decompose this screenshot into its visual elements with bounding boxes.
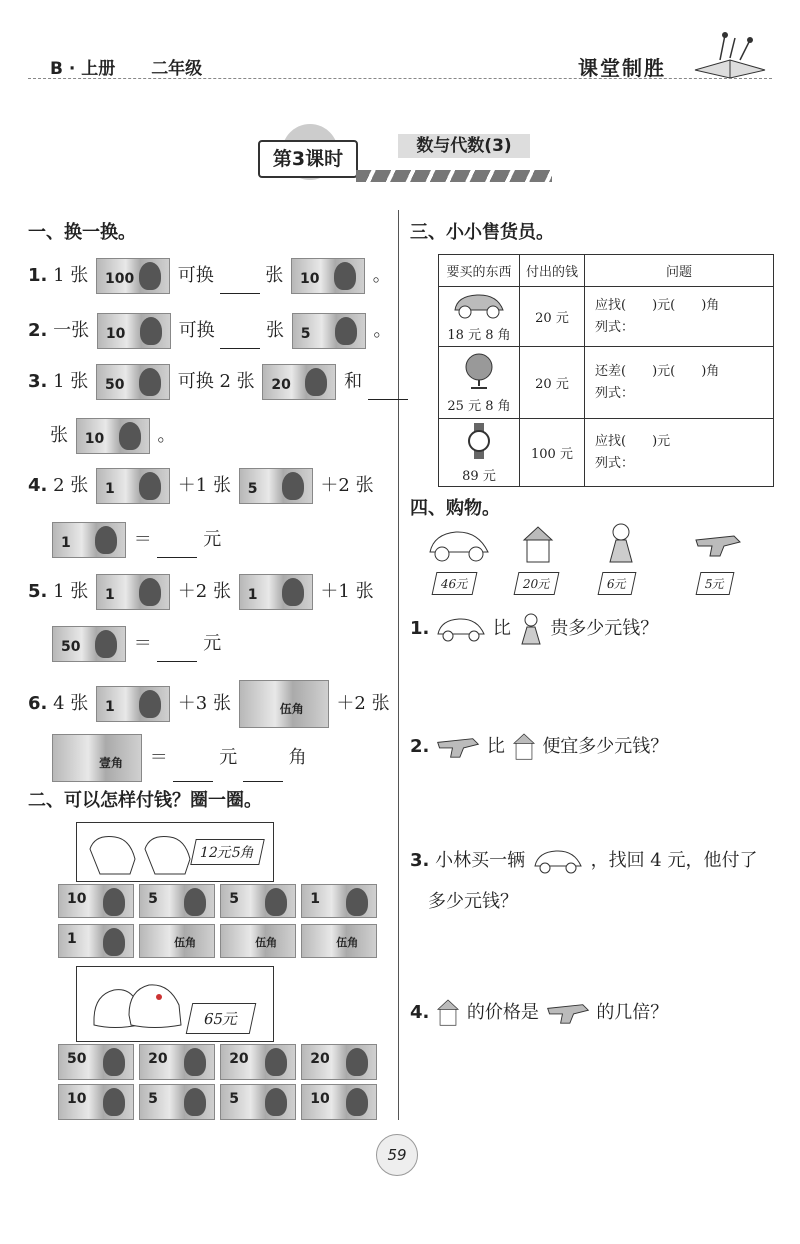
note-value: 10 [105,326,126,342]
banknote-icon[interactable] [58,1084,134,1120]
question-1-1 [28,258,391,294]
note-value: 1 [61,535,71,551]
price-tag: 20元 [514,572,560,595]
money-row-3 [58,1044,378,1080]
grade-label: 二年级 [151,59,203,79]
toy-house-icon [435,996,461,1030]
answer-blank[interactable] [173,763,213,782]
question-1-3-cont [50,418,175,454]
answer-blank[interactable] [220,330,260,349]
q-text: 一张 [53,320,90,341]
note-value: 5 [300,326,311,342]
banknote-icon [239,574,313,610]
price-tag: 12元5角 [190,839,264,865]
answer-blank[interactable] [243,763,283,782]
q-text: ＋2 张 [336,693,390,714]
banknote-icon [96,468,170,504]
toy-car-icon [451,290,507,320]
note-value: 100 [105,271,135,287]
section2-title: 二、可以怎样付钱？圈一圈。 [28,790,262,811]
banknote-icon [76,418,150,454]
page-number: 59 [376,1134,418,1176]
q-text: 可换 [178,320,215,341]
section3-title: 三、小小售货员。 [410,222,554,243]
table-row [439,347,774,419]
q-text: 元 [203,529,222,550]
banknote-icon[interactable] [301,1084,377,1120]
toy-pistol-icon [435,735,481,759]
globe-icon [461,351,497,391]
note-value: 20 [148,1051,168,1067]
header-title: 课堂制胜 [578,56,666,80]
paid-amount: 20 元 [520,347,585,419]
question-line[interactable]: 还差( )元( )角 [595,363,720,379]
q-number: 1. [410,618,430,639]
note-value: 20 [229,1051,249,1067]
q-text: 和 [344,371,363,392]
banknote-icon[interactable] [220,924,296,958]
note-value: 10 [84,431,105,447]
note-value: 10 [67,1091,87,1107]
question-1-2 [28,313,392,349]
question-1-5-cont [50,626,221,662]
price-tag: 46元 [432,572,478,595]
question-4-3 [410,846,757,876]
note-value: 10 [310,1091,330,1107]
note-value: 50 [61,639,81,655]
q-number: 2. [410,736,430,757]
note-value: 5 [148,891,158,907]
item-price: 18 元 8 角 [447,328,511,343]
answer-blank[interactable] [220,275,260,294]
question-line[interactable]: 应找( )元( )角 [595,297,720,313]
note-value: 伍角 [255,936,278,949]
banknote-icon[interactable] [301,1044,377,1080]
q-text: 的价格是 [466,1002,539,1023]
note-value: 伍角 [336,936,359,949]
note-value: 5 [229,891,239,907]
note-value: 50 [67,1051,87,1067]
banknote-icon[interactable] [220,1044,296,1080]
item-price: 89 元 [462,469,496,484]
banknote-icon[interactable] [58,884,134,918]
toy-car-icon [435,614,487,644]
banknote-icon [97,313,171,349]
q-text: 1 张 [53,581,89,602]
money-row-1 [58,884,378,918]
question-4-2 [410,730,668,764]
q-text: ＝ [133,529,152,550]
banknote-icon[interactable] [301,924,377,958]
q-text: 。 [372,265,391,286]
banknote-icon [96,574,170,610]
lesson-topic: 数与代数(3) [398,134,530,158]
column-divider [398,210,399,1120]
watch-icon [464,421,494,461]
note-value: 20 [271,377,291,393]
q-number: 1. [28,265,48,286]
q-number: 3. [28,371,48,392]
q-text: 1 张 [53,265,89,286]
section4-title: 四、购物。 [410,498,500,519]
question-1-4-cont [50,522,221,558]
q-text: ＋2 张 [320,475,374,496]
q-text: ＋3 张 [177,693,231,714]
q-text: 张 [265,265,284,286]
shop-table [438,254,774,487]
question-line[interactable]: 应找( )元 [595,433,671,449]
q-text: 张 [266,320,285,341]
note-value: 50 [105,377,125,393]
banknote-icon [262,364,336,400]
decorative-stripes [356,170,552,182]
note-value: 10 [299,271,320,287]
answer-blank[interactable] [157,539,197,558]
q-text: 比 [486,736,505,757]
q-text: ＋1 张 [177,475,231,496]
note-value: 5 [229,1091,239,1107]
question-1-3 [28,364,408,400]
header-left [50,54,232,79]
toy-house-icon [520,524,556,566]
table-row [439,419,774,487]
table-header: 付出的钱 [520,255,585,287]
banknote-icon [239,468,313,504]
banknote-icon [52,734,142,782]
q-number: 4. [410,1002,430,1023]
q-text: 。 [373,320,392,341]
q-text: 便宜多少元钱？ [542,736,669,757]
shoes-icon [89,975,189,1035]
question-1-4 [28,468,374,504]
q-text: ＝ [133,633,152,654]
table-row [439,287,774,347]
table-header: 要买的东西 [439,255,520,287]
toy-car-icon [531,846,585,876]
gloves-icon [85,829,195,879]
question-4-4 [410,996,668,1030]
banknote-icon[interactable] [139,924,215,958]
note-value: 1 [105,587,115,603]
table-header: 问题 [585,255,774,287]
banknote-icon [96,364,170,400]
q-text: 比 [492,618,511,639]
banknote-icon[interactable] [220,1084,296,1120]
item-price: 25 元 8 角 [447,399,511,414]
q-number: 6. [28,693,48,714]
q-text: 2 张 [53,475,89,496]
q-text: ＋2 张 [177,581,231,602]
q-text: 角 [288,747,307,768]
q-text: 张 [50,425,68,446]
q-text: 。 [157,425,176,446]
note-value: 5 [148,1091,158,1107]
q-number: 2. [28,320,48,341]
banknote-icon[interactable] [220,884,296,918]
question-4-1 [410,612,658,646]
q-text: ，找回 4 元，他付了 [590,850,758,871]
q-text: ＋1 张 [320,581,374,602]
item-box-shoes [76,966,274,1042]
q-text: 1 张 [53,371,89,392]
header-divider [28,78,772,79]
q-text: 元 [203,633,222,654]
money-row-2 [58,924,378,958]
q-number: 4. [28,475,48,496]
q-text: 4 张 [53,693,89,714]
formula-line[interactable]: 列式： [595,385,635,401]
banknote-icon[interactable] [58,924,134,958]
banknote-icon [96,686,170,722]
question-1-6 [28,680,390,728]
formula-line[interactable]: 列式： [595,319,635,335]
question-4-3-cont: 多少元钱？ [428,891,518,912]
q-text: 可换 [177,265,214,286]
toy-doll-icon [604,522,638,566]
banknote-icon [52,626,126,662]
banknote-icon [239,680,329,728]
note-value: 伍角 [174,936,197,949]
money-row-4 [58,1084,378,1120]
price-tag: 5元 [696,572,735,595]
q-text: ＝ [149,747,168,768]
question-1-5 [28,574,374,610]
banknote-icon[interactable] [139,1044,215,1080]
note-value: 10 [67,891,87,907]
banknote-icon[interactable] [139,1084,215,1120]
note-value: 伍角 [279,702,304,716]
q-text: 可换 2 张 [177,371,255,392]
note-value: 5 [247,481,258,497]
q-number: 3. [410,850,430,871]
banknote-icon [292,313,366,349]
q-text: 元 [219,747,238,768]
paid-amount: 20 元 [520,287,585,347]
note-value: 1 [310,891,321,907]
banknote-icon[interactable] [301,884,377,918]
banknote-icon [96,258,170,294]
paid-amount: 100 元 [520,419,585,487]
note-value: 壹角 [99,756,124,770]
q-text: 的几倍？ [596,1002,669,1023]
note-value: 1 [247,587,258,603]
note-value: 1 [105,699,115,715]
book-icon [690,30,770,80]
question-1-6-cont [50,734,307,782]
note-value: 20 [310,1051,330,1067]
banknote-icon[interactable] [139,884,215,918]
lesson-label: 第3课时 [258,140,358,178]
section1-title: 一、换一换。 [28,222,136,243]
toy-pistol-icon [545,1001,591,1025]
q-text: 贵多少元钱？ [550,618,659,639]
answer-blank[interactable] [368,381,408,400]
answer-blank[interactable] [157,643,197,662]
item-box-gloves [76,822,274,882]
toy-house-icon [511,730,537,764]
banknote-icon [52,522,126,558]
price-tag: 65元 [186,1003,257,1034]
note-value: 1 [67,931,77,947]
banknote-icon[interactable] [58,1044,134,1080]
toy-doll-icon [517,612,545,646]
note-value: 1 [105,481,115,497]
banknote-icon [291,258,365,294]
q-number: 5. [28,581,48,602]
toy-car-icon [426,526,492,566]
toy-pistol-icon [694,532,742,558]
price-tag: 6元 [598,572,637,595]
formula-line[interactable]: 列式： [595,455,635,471]
q-text: 小林买一辆 [435,850,526,871]
series-label: B · 上册 [50,59,116,79]
